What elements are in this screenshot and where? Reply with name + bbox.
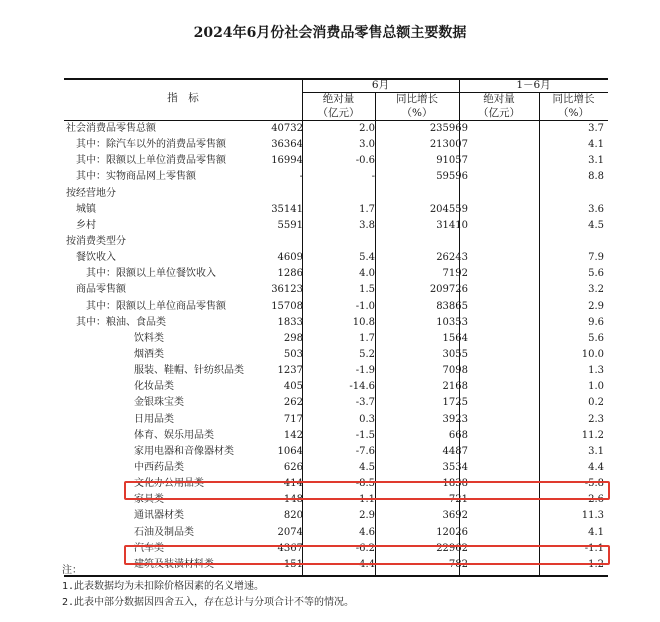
cell-june-yoy: -14.6 [349,381,375,393]
cell-ytd-yoy: 11.2 [581,429,604,441]
table-row [64,525,608,541]
cell-ytd-abs: 1564 [442,332,468,344]
cell-ytd-yoy: 1.0 [588,381,604,393]
highlight-box-furniture [124,481,610,500]
header-yoy-unit: （%） [558,107,589,119]
cell-june-abs: 503 [283,348,303,360]
cell-june-abs: 262 [283,397,303,409]
cell-ytd-yoy: 3.2 [588,284,604,296]
cell-ytd-yoy: 0.2 [588,397,604,409]
table-row [64,347,608,363]
table-row [64,444,608,460]
row-label: 金银珠宝类 [134,397,184,409]
footnote-2: 2.此表中部分数据因四舍五入，存在总计与分项合计不等的情况。 [62,597,355,608]
cell-june-yoy: 5.2 [359,348,375,360]
row-label: 服装、鞋帽、针纺织品类 [134,365,244,377]
cell-ytd-abs: 12026 [436,526,468,538]
header-indicator: 指 标 [167,92,199,104]
cell-june-yoy: 0.3 [359,413,375,425]
row-label: 石油及制品类 [134,526,194,538]
cell-ytd-abs: 668 [448,429,468,441]
cell-ytd-yoy: 2.6 [588,494,604,506]
row-label: 化妆品类 [134,381,174,393]
table-row [64,460,608,476]
footnote-1: 1.此表数据均为未扣除价格因素的名义增速。 [62,581,265,592]
cell-june-yoy: -1.9 [355,365,375,377]
cell-ytd-yoy: 3.1 [588,155,604,167]
table-row [64,331,608,347]
cell-june-abs: 2074 [277,526,303,538]
table-row [64,153,608,169]
cell-ytd-yoy: 2.3 [588,413,604,425]
cell-june-abs: 35141 [271,203,303,215]
cell-june-yoy: 3.0 [359,139,375,151]
row-label: 其中：限额以上单位商品零售额 [86,300,226,312]
row-label: 体育、娱乐用品类 [134,429,214,441]
row-label: 其中：实物商品网上零售额 [76,171,196,183]
row-label: 按消费类型分 [66,235,126,247]
table-body [64,121,608,573]
row-label: 其中：限额以上单位餐饮收入 [86,268,216,280]
cell-ytd-abs: 782 [448,558,468,570]
cell-june-yoy: 1.5 [359,284,375,296]
row-label: 中西药品类 [134,461,184,473]
cell-ytd-yoy: 5.6 [588,268,604,280]
cell-june-yoy: -6.2 [355,542,375,554]
table-row [64,282,608,298]
cell-ytd-yoy: 4.5 [588,219,604,231]
cell-june-yoy: -1.5 [355,429,375,441]
table-row [64,299,608,315]
cell-june-yoy: 4.0 [359,268,375,280]
cell-june-yoy: 1.7 [359,203,375,215]
cell-june-yoy: -0.6 [355,155,375,167]
cell-june-abs: 15708 [271,300,303,312]
cell-june-yoy: 1.1 [359,494,375,506]
header-june-abs [302,92,375,120]
table-row [64,428,608,444]
row-label: 其中：限额以上单位消费品零售额 [76,155,226,167]
cell-ytd-yoy: 7.9 [588,252,604,264]
cell-ytd-yoy: 1.3 [588,365,604,377]
cell-june-yoy: 5.4 [359,252,375,264]
header-yoy-label: 同比增长 [552,93,595,105]
cell-ytd-yoy: 4.1 [588,526,604,538]
row-label: 乡村 [76,219,96,231]
cell-ytd-abs: 3055 [442,348,468,360]
header-abs-label: 绝对量 [322,93,355,105]
table-row [64,186,608,202]
row-label: 通讯器材类 [134,510,184,522]
cell-june-yoy: - [371,171,375,183]
cell-ytd-abs: 721 [448,494,468,506]
cell-ytd-abs: 2168 [442,381,468,393]
cell-ytd-abs: 1725 [442,397,468,409]
cell-ytd-yoy: -1.2 [584,558,604,570]
row-label: 家用电器和音像器材类 [134,445,234,457]
table-row [64,395,608,411]
cell-june-abs: 4609 [277,252,303,264]
cell-ytd-yoy: 8.8 [588,171,604,183]
header-group-june: 6月 [371,79,390,91]
row-label: 日用品类 [134,413,174,425]
cell-ytd-abs: 7098 [442,365,468,377]
row-label: 其中：粮油、食品类 [76,316,166,328]
cell-june-yoy: 3.8 [359,219,375,231]
table-row [64,508,608,524]
footnotes [62,563,354,611]
highlight-box-building-materials [124,545,610,565]
table-title: 2024年6月份社会消费品零售总额主要数据 [193,25,467,41]
header-ytd-abs [459,92,539,120]
cell-june-abs: 36123 [271,284,303,296]
cell-june-abs: 36364 [271,139,303,151]
cell-ytd-yoy: -1.1 [584,542,604,554]
table-row [64,266,608,282]
row-label: 建筑及装潢材料类 [134,558,214,570]
table-row [64,315,608,331]
cell-june-yoy: -1.0 [355,300,375,312]
cell-ytd-abs: 59596 [436,171,468,183]
cell-june-yoy: 4.5 [359,461,375,473]
row-label: 按经营地分 [66,187,116,199]
cell-ytd-abs: 22962 [436,542,468,554]
header-june-yoy [375,92,459,120]
cell-ytd-abs: 209726 [429,284,468,296]
cell-june-yoy: -3.7 [355,397,375,409]
cell-june-abs: 16994 [271,155,303,167]
cell-ytd-abs: 3692 [442,510,468,522]
table-row [64,234,608,250]
table-row [64,218,608,234]
cell-ytd-abs: 3534 [442,461,468,473]
cell-june-yoy: 4.6 [359,526,375,538]
header-yoy-unit: （%） [401,107,433,119]
cell-june-abs: 40732 [271,123,303,134]
cell-ytd-yoy: -5.8 [584,478,604,490]
cell-june-yoy: 10.8 [352,316,375,328]
cell-ytd-abs: 91057 [436,155,468,167]
cell-june-yoy: 2.9 [359,510,375,522]
table-row [64,169,608,185]
header-abs-label: 绝对量 [483,93,515,105]
table-row [64,121,608,137]
footnote-heading: 注： [62,565,82,576]
row-label: 社会消费品零售总额 [66,123,156,134]
cell-june-abs: 626 [283,461,303,473]
cell-ytd-abs: 235969 [429,123,468,134]
header-ytd-yoy [539,92,608,120]
header-group-ytd: 1－6月 [516,79,551,91]
header-abs-unit: （亿元） [317,107,360,119]
cell-june-yoy: -8.5 [355,478,375,490]
row-label: 商品零售额 [76,284,126,296]
cell-ytd-abs: 10353 [436,316,468,328]
cell-june-abs: 1286 [277,268,303,280]
table-row [64,379,608,395]
cell-ytd-abs: 26243 [436,252,468,264]
cell-june-yoy: 2.0 [359,123,375,134]
row-label: 文化办公用品类 [134,478,204,490]
row-label: 烟酒类 [134,348,164,360]
cell-ytd-abs: 3923 [442,413,468,425]
row-label: 餐饮收入 [76,252,116,264]
cell-ytd-yoy: 4.4 [588,461,604,473]
cell-ytd-yoy: 11.3 [581,510,604,522]
table-row [64,363,608,379]
cell-ytd-yoy: 10.0 [581,348,604,360]
cell-ytd-abs: 7192 [442,268,468,280]
table-row [64,137,608,153]
header-yoy-label: 同比增长 [396,93,438,105]
row-label: 饮料类 [134,332,164,344]
cell-ytd-abs: 1838 [442,478,468,490]
cell-june-abs: 4367 [277,542,303,554]
row-label: 其中：除汽车以外的消费品零售额 [76,139,226,151]
cell-june-abs: 1064 [277,445,303,457]
cell-june-abs: 820 [283,510,303,522]
row-label: 城镇 [76,203,96,215]
cell-ytd-yoy: 3.1 [588,445,604,457]
cell-ytd-abs: 31410 [436,219,468,231]
cell-ytd-yoy: 4.1 [588,139,604,151]
header-abs-unit: （亿元） [478,107,520,119]
table-row [64,202,608,218]
cell-ytd-yoy: 5.6 [588,332,604,344]
cell-june-abs: 151 [283,558,303,570]
cell-ytd-yoy: 3.7 [588,123,604,134]
cell-ytd-abs: 4487 [442,445,468,457]
cell-june-abs: 1833 [277,316,303,328]
cell-june-abs: - [299,171,303,183]
cell-ytd-abs: 83865 [436,300,468,312]
table-row [64,250,608,266]
table-row [64,412,608,428]
row-label: 汽车类 [134,542,164,554]
cell-ytd-abs: 204559 [429,203,468,215]
cell-ytd-abs: 213007 [429,139,468,151]
cell-june-abs: 148 [283,494,303,506]
cell-june-abs: 405 [283,381,303,393]
row-label: 家具类 [134,494,164,506]
cell-june-abs: 1237 [277,365,303,377]
cell-june-abs: 298 [283,332,303,344]
cell-june-yoy: 1.7 [359,332,375,344]
cell-june-abs: 717 [283,413,303,425]
cell-ytd-yoy: 3.6 [588,203,604,215]
cell-june-yoy: -7.6 [355,445,375,457]
cell-ytd-yoy: 2.9 [588,300,604,312]
cell-june-yoy: -4.4 [355,558,375,570]
cell-june-abs: 414 [283,478,303,490]
cell-june-abs: 142 [283,429,303,441]
cell-ytd-yoy: 9.6 [588,316,604,328]
cell-june-abs: 5591 [277,219,303,231]
